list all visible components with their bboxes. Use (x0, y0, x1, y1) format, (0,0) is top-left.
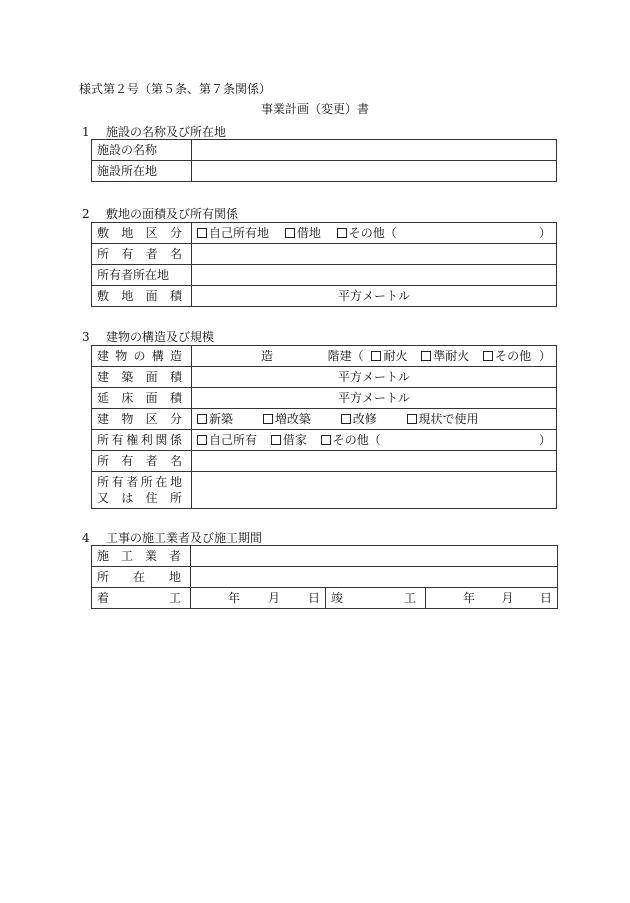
table-row (92, 244, 557, 265)
rented-checkbox[interactable] (271, 430, 307, 450)
section-3-heading (82, 328, 214, 345)
label-char: 者 (145, 247, 158, 261)
site-owner-label (92, 244, 192, 265)
table-row (92, 567, 558, 588)
facility-address-field[interactable] (192, 161, 557, 182)
fireproof-checkbox[interactable] (371, 346, 407, 366)
label-char: 工 (120, 549, 133, 563)
label-char: 有 (111, 475, 124, 489)
close-paren: ） (538, 433, 551, 447)
label-char: 有 (121, 247, 134, 261)
end-label (326, 588, 426, 609)
site-division-field (192, 223, 557, 244)
building-area-label (92, 367, 192, 388)
table-row (92, 367, 557, 388)
construction-table (91, 545, 558, 609)
option-label: その他 (495, 349, 532, 363)
contractor-label (92, 546, 191, 567)
contractor-location-label (92, 567, 191, 588)
option-label: 借家 (282, 433, 307, 447)
label-char: 積 (169, 391, 182, 405)
label-char: 竣 (331, 591, 344, 605)
label-char: 工 (403, 591, 416, 605)
label-char: 区 (145, 412, 158, 426)
label-char: 有 (121, 454, 134, 468)
facility-name-label: 施設の名称 (92, 140, 192, 161)
label-char: 分 (169, 412, 182, 426)
building-structure-label (92, 346, 192, 367)
label-char: 所 (169, 491, 182, 505)
close-paren: ） (538, 349, 551, 363)
table-row (92, 451, 557, 472)
table-row (92, 388, 557, 409)
building-table (91, 345, 557, 509)
year-unit: 年 (463, 591, 476, 605)
label-char: 所 (97, 475, 110, 489)
label-char: 物 (121, 412, 134, 426)
option-label: 改修 (352, 412, 377, 426)
label-char: 延 (97, 391, 110, 405)
checkbox-icon (321, 435, 331, 445)
section-number: 2 (82, 207, 90, 221)
label-char: 造 (169, 349, 182, 363)
self-owned-checkbox[interactable] (197, 430, 257, 450)
option-label: 耐火 (383, 349, 408, 363)
building-structure-field (192, 346, 557, 367)
section-number: 4 (82, 531, 90, 545)
option-label: 自己所有地 (209, 226, 270, 240)
table-row (92, 588, 558, 609)
label-char: 地 (121, 289, 134, 303)
checkbox-icon (263, 414, 273, 424)
building-owner-label (92, 451, 192, 472)
table-row (92, 409, 557, 430)
section-number: 1 (82, 125, 90, 139)
own-land-checkbox[interactable] (197, 223, 269, 243)
checkbox-icon (271, 435, 281, 445)
table-row (92, 265, 557, 286)
area-unit: 平方メートル (337, 391, 410, 405)
site-table (91, 222, 557, 307)
new-build-checkbox[interactable] (197, 409, 233, 429)
label-char: 有 (111, 433, 124, 447)
table-row (92, 161, 557, 182)
section-1-heading (82, 123, 226, 140)
section-title: 工事の施工業者及び施工期間 (106, 531, 263, 545)
label-char: 者 (168, 549, 181, 563)
label-char: 者 (126, 475, 139, 489)
section-number: 3 (82, 330, 90, 344)
semi-fireproof-checkbox[interactable] (421, 346, 469, 366)
section-title: 施設の名称及び所在地 (106, 125, 227, 139)
site-division-label (92, 223, 192, 244)
table-row (92, 286, 557, 307)
section-title: 敷地の面積及び所有関係 (106, 207, 239, 221)
label-char: 名 (169, 454, 182, 468)
site-area-label (92, 286, 192, 307)
contractor-location-field[interactable] (191, 567, 558, 588)
option-label: 準耐火 (433, 349, 470, 363)
contractor-field[interactable] (191, 546, 558, 567)
table-row (92, 140, 557, 161)
ownership-field (192, 430, 557, 451)
site-owner-address-label: 所有者所在地 (92, 265, 192, 286)
floor-area-label (92, 388, 192, 409)
checkbox-icon (337, 228, 347, 238)
label-char: 者 (145, 454, 158, 468)
option-label: 新築 (209, 412, 234, 426)
ownership-label (92, 430, 192, 451)
label-char: 建 (97, 370, 110, 384)
label-char: 地 (168, 570, 181, 584)
option-label: 増改築 (274, 412, 311, 426)
day-unit: 日 (307, 591, 320, 605)
table-row (92, 223, 557, 244)
label-char: 住 (145, 491, 158, 505)
label-char: 在 (155, 475, 168, 489)
checkbox-icon (197, 414, 207, 424)
label-char: 敷 (97, 226, 110, 240)
checkbox-icon (421, 351, 431, 361)
building-owner-address-field[interactable] (192, 472, 557, 509)
label-char: 名 (169, 247, 182, 261)
label-char: 業 (144, 549, 157, 563)
extension-checkbox[interactable] (263, 409, 311, 429)
day-unit: 日 (540, 591, 553, 605)
building-owner-address-label (92, 472, 192, 509)
year-unit: 年 (228, 591, 241, 605)
checkbox-icon (483, 351, 493, 361)
area-unit: 平方メートル (337, 289, 410, 303)
label-char: 関 (155, 433, 168, 447)
table-row (92, 472, 557, 509)
label-char: 所 (97, 433, 110, 447)
site-owner-field[interactable] (192, 244, 557, 265)
option-label: その他（ (332, 433, 381, 447)
section-2-heading (82, 205, 238, 222)
label-char: 物 (115, 349, 128, 363)
label-char: 所 (140, 475, 153, 489)
document-title: 事業計画（変更）書 (260, 102, 369, 116)
checkbox-icon (371, 351, 381, 361)
table-row (92, 430, 557, 451)
label-char: 面 (145, 289, 158, 303)
label-char: 権 (126, 433, 139, 447)
site-area-field[interactable] (192, 286, 557, 307)
option-label: 現状で使用 (418, 412, 479, 426)
label-char: は (121, 491, 134, 505)
table-row (92, 546, 558, 567)
label-char: 築 (121, 370, 134, 384)
facility-address-label: 施設所在地 (92, 161, 192, 182)
label-char: 所 (97, 570, 110, 584)
label-char: 在 (132, 570, 145, 584)
leased-land-checkbox[interactable] (285, 223, 321, 243)
building-owner-field[interactable] (192, 451, 557, 472)
checkbox-icon (285, 228, 295, 238)
building-area-field[interactable] (192, 367, 557, 388)
renovation-checkbox[interactable] (341, 409, 377, 429)
label-char: 面 (145, 370, 158, 384)
option-label: 借地 (296, 226, 321, 240)
label-char: 所 (97, 454, 110, 468)
building-type-field (192, 409, 557, 430)
start-label (92, 588, 191, 609)
floor-area-field[interactable] (192, 388, 557, 409)
label-char: 工 (168, 591, 181, 605)
label-char: 敷 (97, 289, 110, 303)
table-row (92, 346, 557, 367)
month-unit: 月 (267, 591, 280, 605)
label-char: 施 (97, 549, 110, 563)
option-label: 自己所有 (209, 433, 258, 447)
other-structure-checkbox[interactable] (483, 346, 531, 366)
section-4-heading (82, 529, 262, 546)
label-char: 積 (169, 289, 182, 303)
section-title: 建物の構造及び規模 (106, 330, 215, 344)
other-land-checkbox[interactable] (337, 223, 397, 243)
close-paren: ） (538, 226, 551, 240)
label-char: 構 (151, 349, 164, 363)
label-char: 所 (97, 247, 110, 261)
checkbox-icon (407, 414, 417, 424)
label-char: 面 (145, 391, 158, 405)
form-id: 様式第２号（第５条、第７条関係） (79, 82, 272, 96)
option-label: その他（ (348, 226, 397, 240)
label-char: 床 (121, 391, 134, 405)
kaidate-label: 階建（ (327, 349, 364, 363)
label-char: 着 (97, 591, 110, 605)
building-type-label (92, 409, 192, 430)
label-char: 係 (169, 433, 182, 447)
as-is-checkbox[interactable] (407, 409, 479, 429)
label-char: 積 (169, 370, 182, 384)
label-char: 建 (97, 412, 110, 426)
start-date-field[interactable] (191, 588, 326, 609)
checkbox-icon (197, 435, 207, 445)
zou-label: 造 (261, 349, 274, 363)
label-char: 地 (121, 226, 134, 240)
checkbox-icon (197, 228, 207, 238)
site-owner-address-field[interactable] (192, 265, 557, 286)
label-char: 建 (97, 349, 110, 363)
label-char: 区 (145, 226, 158, 240)
end-date-field[interactable] (426, 588, 558, 609)
facility-table (91, 139, 557, 182)
label-char: の (133, 349, 146, 363)
checkbox-icon (341, 414, 351, 424)
label-char: 地 (169, 475, 182, 489)
month-unit: 月 (501, 591, 514, 605)
area-unit: 平方メートル (337, 370, 410, 384)
facility-name-field[interactable] (192, 140, 557, 161)
other-ownership-checkbox[interactable] (321, 430, 381, 450)
label-char: 分 (169, 226, 182, 240)
label-char: 利 (140, 433, 153, 447)
label-char: 又 (97, 491, 110, 505)
